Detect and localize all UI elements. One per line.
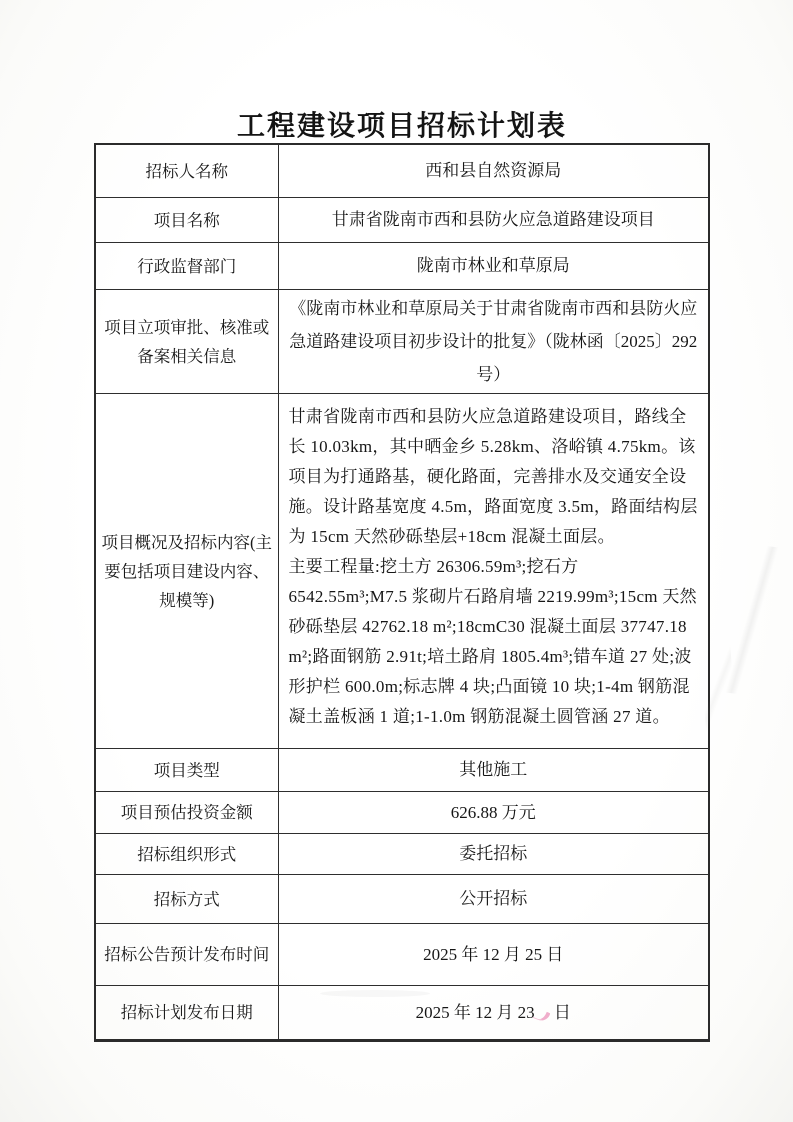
overview-paragraph-scope: 甘肃省陇南市西和县防火应急道路建设项目，路线全长 10.03km，其中晒金乡 5.28km、洛峪镇 4.75km。该项目为打通路基，硬化路面，完善排水及交通安全设施。设计路基宽度 4.5m，路面宽度 3.5m，路面结构层为 15cm 天然砂砾垫层+18cm 混凝土面层。 (288, 407, 698, 546)
scan-smudge (320, 990, 430, 997)
organization-form-value: 委托招标 (278, 834, 709, 875)
table-row (95, 144, 709, 198)
project-type-value: 其他施工 (278, 749, 709, 792)
bidding-method-value: 公开招标 (278, 875, 709, 924)
plan-date-day: 23 (517, 1002, 535, 1022)
organization-form-label: 招标组织形式 (95, 834, 278, 875)
approval-info-value: 《陇南市林业和草原局关于甘肃省陇南市西和县防火应急道路建设项目初步设计的批复》（陇林函〔2025〕292 号） (278, 290, 709, 394)
bidding-plan-table (94, 143, 710, 1042)
project-name-label: 项目名称 (95, 198, 278, 243)
plan-date-suffix: 日 (553, 1002, 571, 1022)
estimated-investment-value: 626.88 万元 (278, 792, 709, 834)
supervising-authority-value: 陇南市林业和草原局 (278, 243, 709, 290)
table-row (95, 749, 709, 792)
project-overview-value (278, 394, 709, 749)
table-row (95, 834, 709, 875)
approval-info-label: 项目立项审批、核准或备案相关信息 (95, 290, 278, 394)
table-row (95, 243, 709, 290)
table-row (95, 198, 709, 243)
table-row (95, 792, 709, 834)
table-row (95, 924, 709, 986)
bidding-method-label: 招标方式 (95, 875, 278, 924)
plan-date-prefix: 2025 年 12 月 (415, 1002, 514, 1022)
project-name-value: 甘肃省陇南市西和县防火应急道路建设项目 (278, 198, 709, 243)
plan-publish-date-label: 招标计划发布日期 (95, 986, 278, 1041)
project-type-label: 项目类型 (95, 749, 278, 792)
estimated-investment-label: 项目预估投资金额 (95, 792, 278, 834)
announcement-date-label: 招标公告预计发布时间 (95, 924, 278, 986)
table-row (95, 394, 709, 749)
announcement-date-value: 2025 年 12 月 25 日 (278, 924, 709, 986)
table-row (95, 875, 709, 924)
supervising-authority-label: 行政监督部门 (95, 243, 278, 290)
project-overview-label: 项目概况及招标内容(主要包括项目建设内容、规模等) (95, 394, 278, 749)
table-row (95, 290, 709, 394)
scan-smudge (700, 639, 736, 731)
bidder-name-label: 招标人名称 (95, 144, 278, 198)
page-title: 工程建设项目招标计划表 (236, 111, 567, 142)
bidder-name-value: 西和县自然资源局 (278, 144, 709, 198)
overview-paragraph-quantities: 主要工程量:挖土方 26306.59m³;挖石方 6542.55m³;M7.5 浆砌片石路肩墙 2219.99m³;15cm 天然砂砾垫层 42762.18 m²;18cmC30 混凝土面层 37747.18 m²;路面钢筋 2.91t;培土路肩 1805.4m³;错车道 27 处;波形护栏 600.0m;标志牌 4 块;凸面镜 10 块;1-4m 钢筋混凝土盖板涵 1 道;1-1.0m 钢筋混凝土圆管涵 27 道。 (288, 557, 697, 726)
